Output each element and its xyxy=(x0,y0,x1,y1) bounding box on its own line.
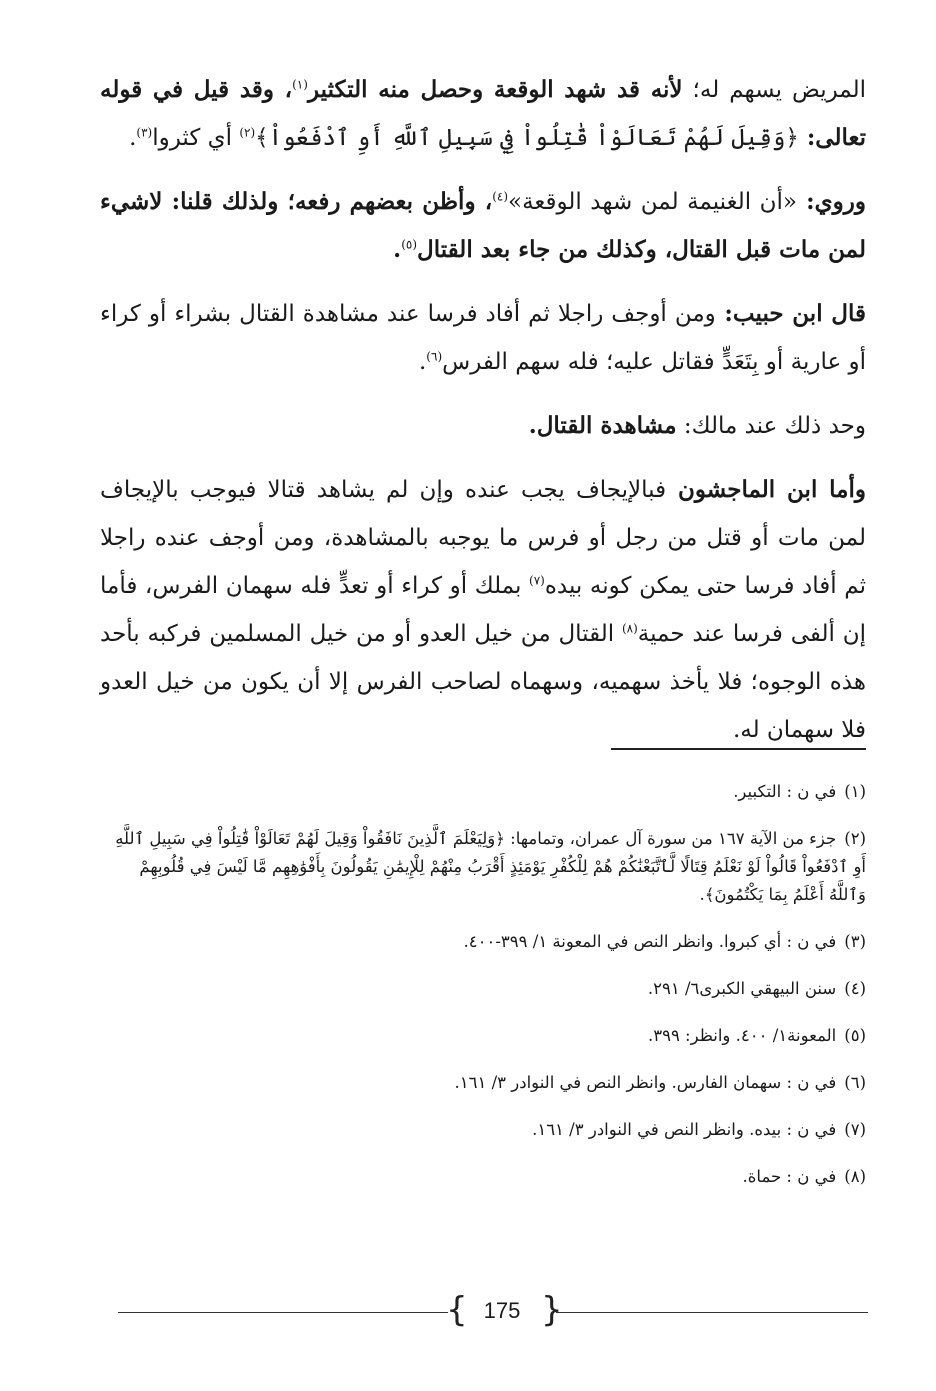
paragraph-4 xyxy=(100,402,866,450)
footnote-ref-7[interactable]: (٧) xyxy=(529,573,545,588)
footnote-text: في ن : سهمان الفارس. وانظر النص في النوادر ٣/ ١٦١. xyxy=(454,1073,837,1092)
main-text xyxy=(100,66,866,770)
footnote-text: جزء من الآية ١٦٧ من سورة آل عمران، وتمامها: ﴿وَلِيَعْلَمَ ٱلَّذِينَ نَافَقُواْ وَقِيلَ لَهُمْ تَعَالَوْاْ قَٰتِلُواْ فِي سَبِيلِ ٱللَّهِ أَوِ ٱدْفَعُواْ قَالُواْ لَوْ نَعْلَمُ قِتَالًا لَّٱتَّبَعْنَٰكُمْ هُمْ لِلْكُفْرِ يَوْمَئِذٍ أَقْرَبُ مِنْهُمْ لِلْإِيمَٰنِ يَقُولُونَ بِأَفْوَٰهِهِم مَّا لَيْسَ فِي قُلُوبِهِمْ وَٱللَّهُ أَعْلَمُ بِمَا يَكْتُمُونَ﴾. xyxy=(115,829,866,904)
footnote-7 xyxy=(100,1116,866,1144)
footnote-separator xyxy=(611,748,866,750)
bold-run: ، وقد قيل في قوله تعالى: xyxy=(100,76,866,151)
bracket-left-icon: { xyxy=(446,1290,468,1330)
footnotes xyxy=(100,778,866,1210)
text-run: وحد ذلك عند مالك: xyxy=(676,413,866,439)
text-run: . xyxy=(129,125,137,151)
footnote-5 xyxy=(100,1022,866,1050)
footnote-number: (٦) xyxy=(844,1073,866,1092)
footnote-number: (٤) xyxy=(844,979,866,998)
footnote-number: (٣) xyxy=(844,932,866,951)
footnote-text: في ن : بيده. وانظر النص في النوادر ٣/ ١٦١. xyxy=(532,1120,837,1139)
footnote-text: سنن البيهقي الكبرى٦/ ٢٩١. xyxy=(647,979,837,998)
bold-run: لأنه قد شهد الوقعة وحصل منه التكثير xyxy=(307,76,683,103)
footnote-number: (١) xyxy=(844,782,866,801)
page-number: 175 xyxy=(483,1298,521,1323)
text-run: أي كثروا xyxy=(152,125,240,151)
footnote-4 xyxy=(100,975,866,1003)
footnote-ref-5[interactable]: (٥) xyxy=(401,237,418,252)
footer-rule-left xyxy=(118,1312,448,1313)
footnote-2 xyxy=(100,825,866,909)
page-footer xyxy=(0,1290,936,1330)
footnote-ref-4[interactable]: (٤) xyxy=(492,189,509,204)
footnote-6 xyxy=(100,1069,866,1097)
footnote-number: (٥) xyxy=(844,1026,866,1045)
footnote-1 xyxy=(100,778,866,806)
bold-run: وروي: xyxy=(796,188,866,215)
footnote-ref-1[interactable]: (١) xyxy=(292,77,308,92)
bold-run: مشاهدة القتال. xyxy=(528,412,677,439)
footnote-ref-8[interactable]: (٨) xyxy=(621,621,638,636)
footnote-8 xyxy=(100,1163,866,1191)
quran-verse: ﴿وَقِيلَ لَهُمْ تَعَالَوْاْ قَٰتِلُواْ فِي سَبِيلِ ٱللَّهِ أَوِ ٱدْفَعُواْ﴾ xyxy=(255,125,799,151)
bold-run: ، وأظن بعضهم رفعه؛ ولذلك قلنا: لاشيء لمن مات قبل القتال، وكذلك من جاء بعد القتال xyxy=(100,188,866,263)
paragraph-2 xyxy=(100,178,866,274)
text-run: ومن أوجف راجلا ثم أفاد فرسا عند مشاهدة القتال بشراء أو كراء أو عارية أو بِتَعَدٍّ فقاتل عليه؛ فله سهم الفرس xyxy=(100,301,866,375)
footnote-ref-2[interactable]: (٢) xyxy=(239,125,256,140)
footnote-number: (٢) xyxy=(844,829,866,848)
bold-run: قال ابن حبيب: xyxy=(715,300,866,327)
paragraph-3 xyxy=(100,290,866,386)
paragraph-1 xyxy=(100,66,866,162)
paragraph-5 xyxy=(100,466,866,754)
footnote-number: (٧) xyxy=(844,1120,866,1139)
text-run: المريض يسهم له؛ xyxy=(682,77,866,103)
text-run: . xyxy=(418,349,427,375)
footnote-text: في ن : التكبير. xyxy=(733,782,837,801)
bold-run: وأما ابن الماجشون xyxy=(666,476,867,503)
footnote-text: المعونة١/ ٤٠٠. وانظر: ٣٩٩. xyxy=(647,1026,837,1045)
footnote-text: في ن : حماة. xyxy=(742,1167,837,1186)
text-run: فبالإيجاف يجب عنده وإن لم يشاهد قتالا فيوجب بالإيجاف لمن مات أو قتل من رجل أو فرس ما يوجبه بالمشاهدة، ومن أوجف عنده راجلا ثم أفاد فرسا حتى يمكن كونه بيده xyxy=(100,477,866,599)
footer-rule-right xyxy=(556,1312,868,1313)
footnote-text: في ن : أي كبروا. وانظر النص في المعونة ١/ ٣٩٩-٤٠٠. xyxy=(463,932,837,951)
footnote-ref-6[interactable]: (٦) xyxy=(426,349,443,364)
footnote-number: (٨) xyxy=(844,1167,866,1186)
text-run: القتال من خيل العدو أو من خيل المسلمين فركبه بأحد هذه الوجوه؛ فلا يأخذ سهميه، وسهماه لصاحب الفرس إلا أن يكون من خيل العدو فلا سهمان له. xyxy=(100,621,866,743)
bold-run: . xyxy=(393,236,402,263)
bracket-right-icon: } xyxy=(541,1290,563,1330)
footnote-3 xyxy=(100,928,866,956)
hadith-quote: «أن الغنيمة لمن شهد الوقعة» xyxy=(508,189,797,215)
text-run: بملك أو كراء أو تعدٍّ فله سهمان الفرس، فأما إن ألفى فرسا عند حمية xyxy=(100,573,866,647)
footnote-ref-3[interactable]: (٣) xyxy=(136,125,153,140)
